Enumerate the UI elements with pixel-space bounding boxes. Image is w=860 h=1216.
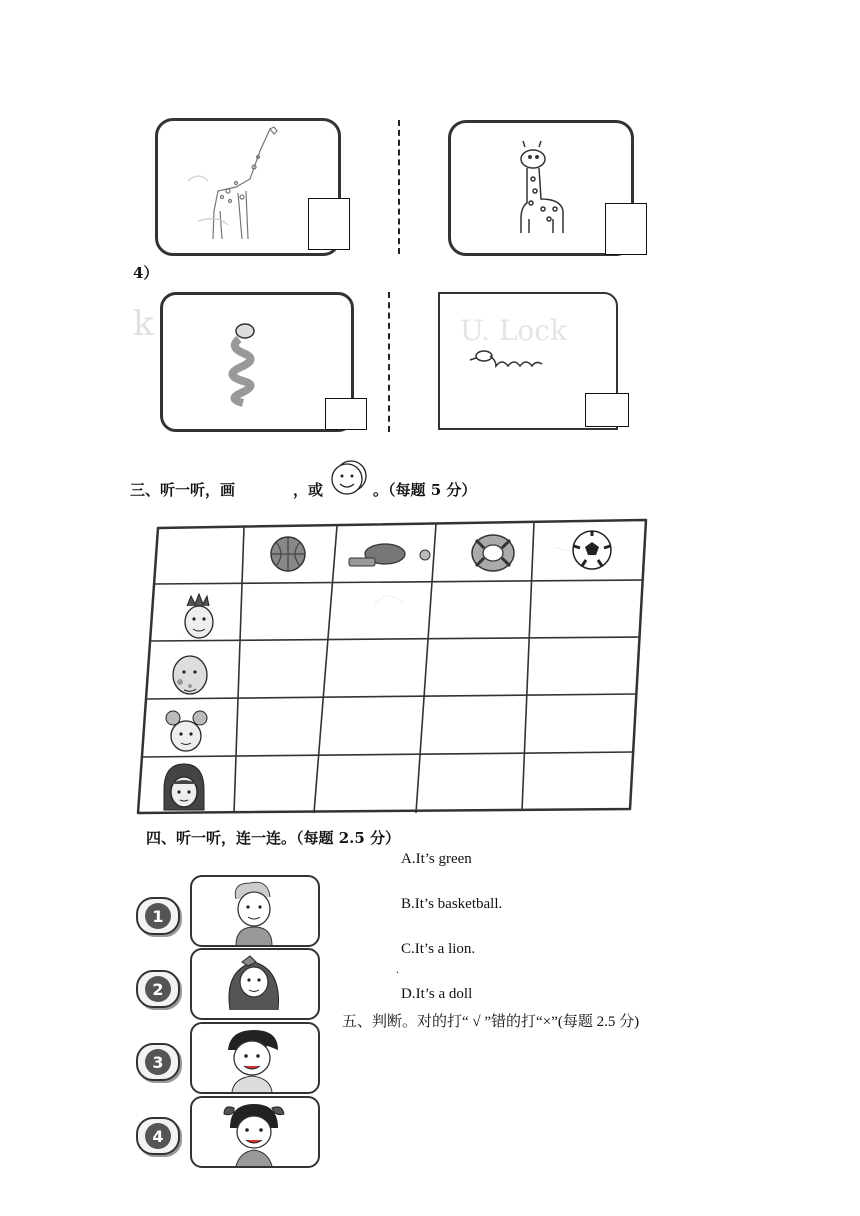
boy-spiky-hair-icon [177, 592, 223, 642]
option-a: A.It’s green [401, 851, 472, 867]
number-badge-2: 2 [136, 970, 180, 1008]
section-3-heading-or: ，或 [293, 481, 324, 499]
kid-card-2[interactable] [190, 948, 320, 1020]
section-3-heading-points: 。（每题 5 分） [373, 481, 477, 499]
kid-card-4[interactable] [190, 1096, 320, 1168]
answer-box[interactable] [308, 198, 350, 250]
swim-ring-icon [468, 530, 518, 576]
section-4-heading: 四、听一听，连一连。（每题 2.5 分） [146, 829, 401, 847]
snake-coiled-icon [133, 295, 351, 429]
option-b: B.It’s basketball. [401, 896, 503, 912]
answer-box[interactable] [605, 203, 647, 255]
girl-bangs-icon [158, 760, 208, 814]
number-badge-1: 1 [136, 897, 180, 935]
number-badge-3: 3 [136, 1043, 180, 1081]
boy-curly-hair-icon [192, 877, 318, 945]
option-d: D.It’s a doll [401, 986, 473, 1002]
stray-mark: . [396, 962, 399, 976]
dashed-divider [398, 120, 400, 254]
girl-buns-icon [164, 706, 210, 756]
section-5-heading: 五、判断。对的打“ √ ”错的打“×”(每题 2.5 分) [342, 1014, 640, 1030]
bald-boy-icon [168, 650, 214, 700]
number-badge-4: 4 [136, 1117, 180, 1155]
svg-text:U. Lock: U. Lock [460, 314, 567, 347]
question-number-label: 4） [133, 264, 159, 282]
basketball-icon [268, 534, 308, 574]
kid-card-3[interactable] [190, 1022, 320, 1094]
giraffe-cartoon-icon [451, 123, 631, 253]
answer-box[interactable] [325, 398, 367, 430]
dashed-divider [388, 292, 390, 432]
kid-card-1[interactable] [190, 875, 320, 947]
svg-text:k: k [133, 304, 154, 344]
ping-pong-icon [345, 540, 435, 580]
football-icon [570, 528, 614, 572]
girl-ponytail-icon [192, 1098, 318, 1166]
girl-curly-hair-icon [192, 950, 318, 1018]
section-3-heading: 三、听一听，画 [130, 481, 236, 499]
smiley-face-icon [323, 456, 373, 498]
answer-box[interactable] [585, 393, 629, 427]
boy-dark-hair-icon [192, 1024, 318, 1092]
option-c: C.It’s a lion. [401, 941, 476, 957]
